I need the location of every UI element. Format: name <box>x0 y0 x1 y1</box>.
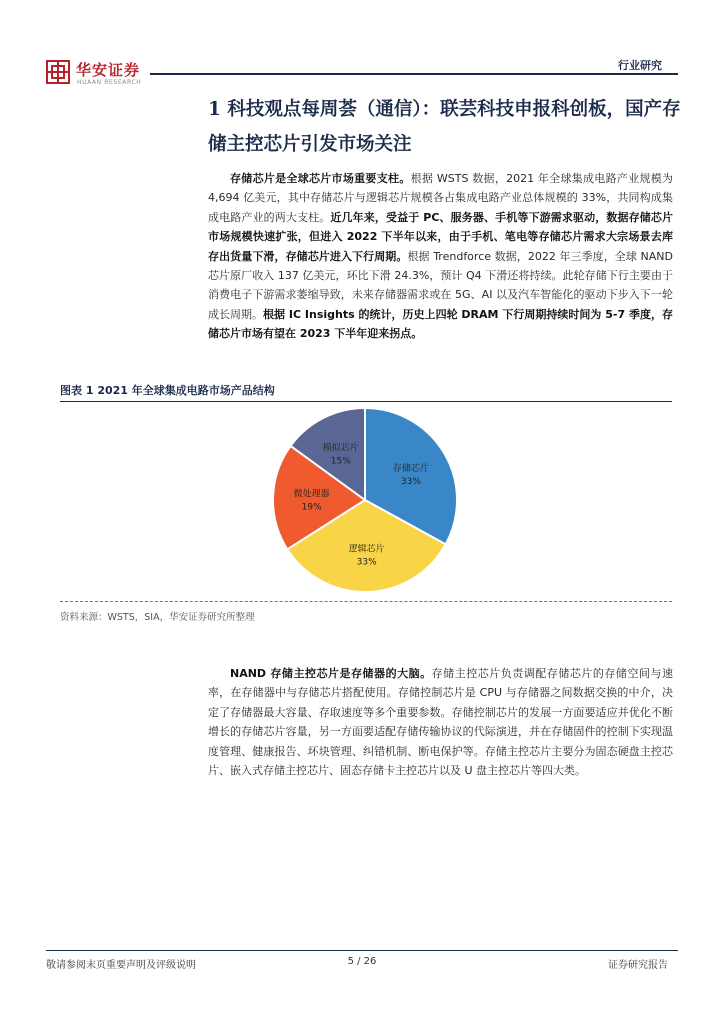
section-label: 行业研究 <box>618 59 662 72</box>
pie-label-1: 存储芯片 <box>392 463 429 474</box>
figure-source: 资料来源：WSTS，SIA，华安证券研究所整理 <box>60 612 255 623</box>
figure-title: 图表 1 2021 年全球集成电路市场产品结构 <box>60 384 275 397</box>
footer-divider <box>46 950 678 951</box>
pie-label-3: 微处理器 <box>293 489 330 500</box>
page-title: 1 科技观点每周荟（通信）：联芸科技申报科创板，国产存储主控芯片引发市场关注 <box>208 99 681 155</box>
brand-seal-icon <box>46 60 70 84</box>
paragraph2-text: 存储主控芯片负责调配存储芯片的存储空间与速率，在存储器中与存储芯片搭配使用。存储控制芯片是 CPU 与存储器之间数据交换的中介，决定了存储器最大容量、存取速度等多个重要参数。存储控制芯片的发展一方面要适应并优化不断增长的存储芯片容量，另一方面要适配存储传输协议的代际演进，并在存储固件的控制下实现温度管理、健康报告、坏块管理、纠错机制、断电保护等。存储主控芯片主要分为固态硬盘主控芯片、嵌入式存储主控芯片、固态存储卡主控芯片以及 U 盘主控芯片等四大类。 <box>208 667 674 778</box>
pie-label-2: 逻辑芯片 <box>348 544 385 555</box>
pie-value-1: 33% <box>400 476 421 487</box>
paragraph1-lead: 存储芯片是全球芯片市场重要支柱。 <box>230 172 411 185</box>
paragraph-storage-market <box>208 169 673 344</box>
paragraph-nand-controller <box>208 664 673 780</box>
paragraph1-bold-2: 近几年来，受益于 PC、服务器、手机等下游需求驱动，数据存储芯片市场规模快速扩张，但进入 2022 下半年以来，由于手机、笔电等存储芯片需求大宗场景去库存出货量下滑，存储芯片进入下行周期。 <box>208 210 674 263</box>
figure-top-rule <box>60 401 672 402</box>
page-number: 5 / 26 <box>347 956 377 967</box>
brand-name-cn: 华安证券 <box>76 61 141 79</box>
paragraph1-text-2: 根据 Trendforce 数据，2022 年三季度，全球 NAND 芯片原厂收入 137 亿美元，环比下滑 24.3%，预计 Q4 下滑还将持续。此轮存储下行主要由于消费电子下游需求萎缩导致，未来存储器需求或在 5G、AI 以及汽车智能化的驱动下步入下一轮成长周期。 <box>208 249 673 321</box>
footer-disclaimer: 敬请参阅末页重要声明及评级说明 <box>46 960 196 971</box>
footer-doc-type: 证券研究报告 <box>608 960 668 971</box>
pie-value-4: 15% <box>330 456 351 467</box>
pie-value-3: 19% <box>301 502 322 513</box>
pie-value-2: 33% <box>356 557 377 568</box>
figure-bottom-rule <box>60 601 672 602</box>
pie-label-4: 模拟芯片 <box>322 443 359 454</box>
pie-chart <box>270 405 460 595</box>
paragraph2-lead: NAND 存储主控芯片是存储器的大脑。 <box>230 667 432 680</box>
paragraph1-text-1: 根据 WSTS 数据，2021 年全球集成电路产业规模为 4,694 亿美元，其中存储芯片与逻辑芯片规模各占集成电路产业总体规模的 33%，共同构成集成电路产业的两大支柱。 <box>208 172 674 224</box>
header-divider <box>150 73 678 75</box>
paragraph1-bold-3: 根据 IC Insights 的统计，历史上四轮 DRAM 下行周期持续时间为 5-7 季度，存储芯片市场有望在 2023 下半年迎来拐点。 <box>208 307 673 341</box>
brand-name-en: HUAAN RESEARCH <box>77 79 142 86</box>
